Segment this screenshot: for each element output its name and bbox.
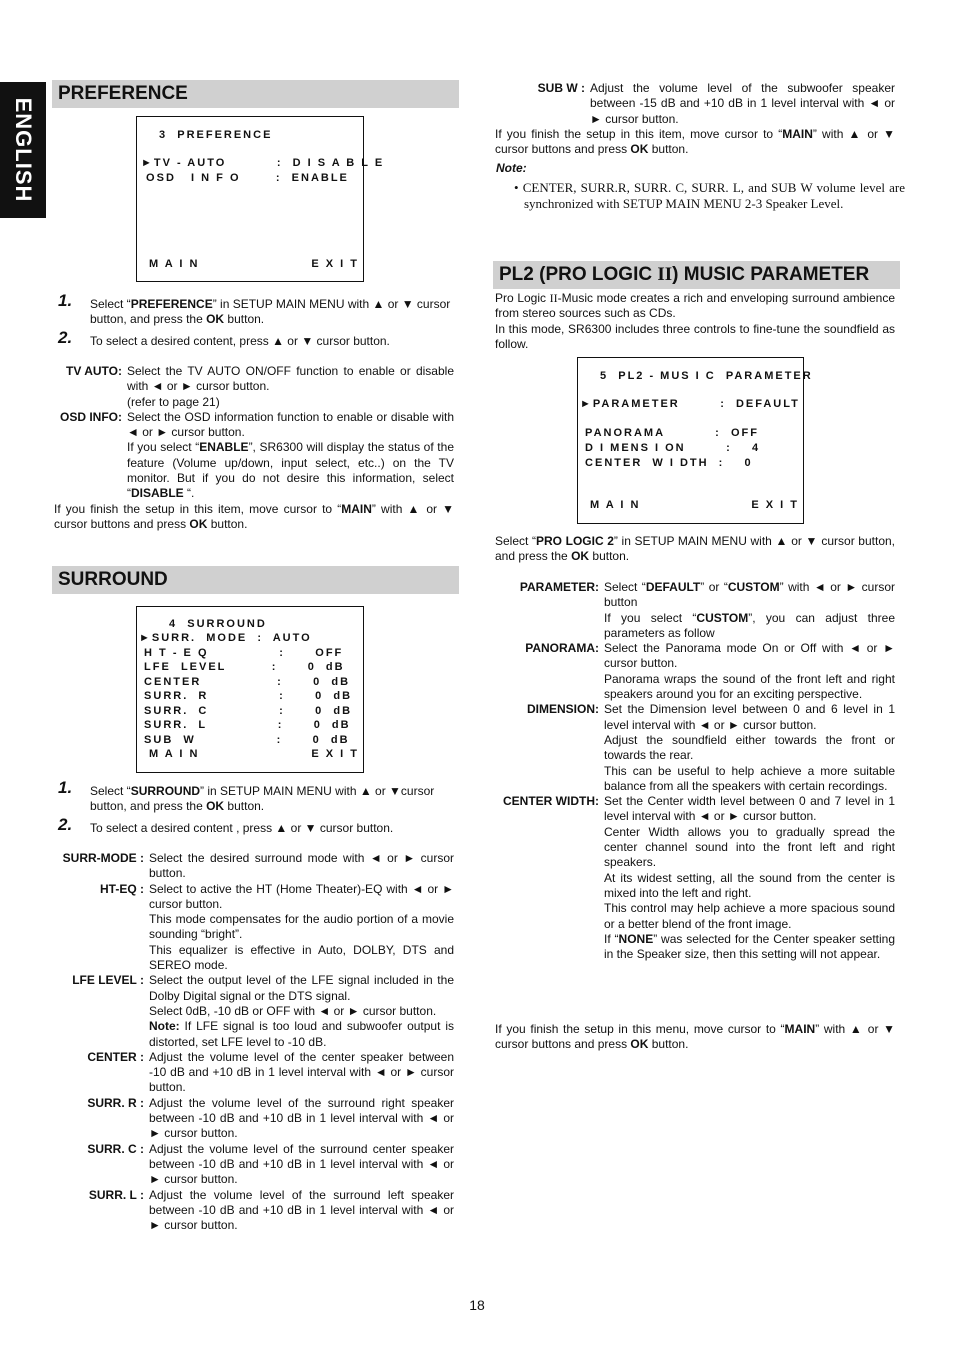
language-tab-label: ENGLISH — [11, 97, 36, 203]
definition: If you select “CUSTOM”, you can adjust three parameters as follow — [604, 610, 895, 640]
preference-definitions — [54, 364, 454, 532]
definition-row — [54, 1050, 454, 1096]
definition: Select the OSD information function to enable or disable with ◄ or ► cursor button. — [127, 409, 454, 440]
definition: Select to active the HT (Home Theater)-EQ with ◄ or ► cursor button. — [149, 881, 454, 911]
term — [54, 943, 149, 974]
definition: Adjust the volume level of the subwoofer speaker between -15 dB and +10 dB in 1 level interval with ◄ or ► cursor button. — [590, 81, 895, 126]
definition-row — [54, 1004, 454, 1019]
osd-line: CENTER W I DTH : 0 — [580, 457, 753, 469]
osd-main: M A I N — [149, 258, 200, 270]
osd-exit: E X I T — [311, 748, 359, 760]
definition: Set the Center width level between 0 and 7 level in 1 level interval with ◄ or ► cursor button. — [604, 794, 895, 824]
surround-definitions — [54, 851, 454, 1233]
term: SURR. R : — [87, 1095, 144, 1110]
intro-line: In this mode, SR6300 includes three controls to fine-tune the soundfield as follow. — [495, 321, 895, 351]
step-number: 2. — [58, 328, 73, 347]
osd-line: ►TV - AUTO : D I S A B L E — [141, 157, 385, 169]
step-number: 1. — [58, 778, 73, 797]
osd-title: 4 SURROUND — [169, 618, 267, 630]
term: TV AUTO: — [66, 364, 122, 378]
osd-line: SURR. R : 0 dB — [139, 690, 353, 702]
osd-line: ►PARAMETER : DEFAULT — [580, 398, 800, 410]
definition-row — [54, 1096, 454, 1142]
preference-heading: PREFERENCE — [52, 80, 459, 108]
surround-finish: If you finish the setup in this item, move cursor to “MAIN” with ▲ or ▼ cursor buttons and press OK button. — [495, 126, 895, 157]
osd-line: H T - E Q : OFF — [139, 646, 344, 659]
osd-line: SURR. L : 0 dB — [139, 719, 351, 731]
osd-line: PANORAMA : OFF — [580, 427, 759, 439]
language-tab — [0, 82, 46, 218]
osd-title: 3 PREFERENCE — [159, 129, 273, 141]
term: PARAMETER: — [519, 580, 599, 594]
surround-note: • CENTER, SURR.R, SURR. C, SURR. L, and SUB W volume level are synchronized with SETUP MAIN MENU 2-3 Speaker Level. — [514, 180, 905, 211]
definition: Panorama wraps the sound of the front left and right speakers around you for an exciting perspective. — [604, 671, 895, 702]
pl2-heading: PL2 (PRO LOGIC II) MUSIC PARAMETER — [493, 261, 900, 289]
definition: This control may help achieve a more spacious sound or a better blend of the front image. — [604, 901, 895, 931]
pl2-section — [493, 261, 900, 289]
osd-line: OSD I N F O : ENABLE — [141, 172, 349, 184]
osd-main: M A I N — [149, 748, 200, 760]
preference-step-2: 2. To select a desired content, press ▲ or ▼ cursor button. — [58, 328, 390, 348]
osd-line: SURR. C : 0 dB — [139, 704, 353, 717]
pl2-definitions — [495, 580, 895, 962]
surround-osd-screen — [136, 606, 364, 773]
definition: Adjust the volume level of the center speaker between -10 dB and +10 dB in 1 level interval with ◄ or ► cursor button. — [149, 1049, 454, 1095]
osd-line: LFE LEVEL : 0 dB — [139, 661, 345, 673]
definition: Center Width allows you to gradually spread the center channel sound into the front left and right speakers. — [604, 824, 895, 870]
definition-row — [54, 1188, 454, 1234]
definition: Select the TV AUTO ON/OFF function to enable or disable with ◄ or ► cursor button. — [127, 364, 454, 394]
pl2-select: Select “PRO LOGIC 2” in SETUP MAIN MENU with ▲ or ▼ cursor button, and press the OK button. — [495, 534, 896, 564]
definition: Set the Dimension level between 0 and 6 level in 1 level interval with ◄ or ► cursor button. — [604, 702, 895, 732]
term — [54, 1004, 149, 1019]
definition: Select the desired surround mode with ◄ or ► cursor button. — [149, 851, 454, 881]
term: CENTER : — [87, 1049, 144, 1064]
definition: Adjust the volume level of the surround right speaker between -10 dB and +10 dB in 1 level interval with ◄ or ► cursor button. — [149, 1095, 454, 1141]
step-number: 2. — [58, 815, 73, 834]
definition: If you select “ENABLE”, SR6300 will display the status of the feature (Volume up/down, input select, etc..) on the TV monitor. But if you do not desire this information, select “DISABLE “. — [127, 440, 454, 501]
definition: Select the output level of the LFE signal included in the Dolby Digital signal or the DTS signal. — [149, 973, 454, 1003]
definition-row — [54, 1142, 454, 1188]
osd-exit: E X I T — [751, 499, 799, 511]
term: HT-EQ : — [100, 881, 144, 896]
definition: Adjust the soundfield either towards the front or towards the rear. — [604, 732, 895, 763]
pl2-finish: If you finish the setup in this menu, move cursor to “MAIN” with ▲ or ▼ cursor buttons and press OK button. — [495, 1022, 895, 1052]
intro-line: Pro Logic II-Music mode creates a rich and enveloping surround ambience from stereo sources such as CDs. — [495, 291, 895, 321]
osd-title: 5 PL2 - MUS I C PARAMETER — [600, 370, 813, 382]
surround-section — [52, 566, 459, 594]
osd-main: M A I N — [590, 499, 641, 511]
definition: Select “DEFAULT” or “CUSTOM” with ◄ or ► cursor button — [604, 580, 895, 610]
definition: At its widest setting, all the sound from the center is mixed into the left and right. — [604, 870, 895, 900]
definition: Select 0dB, -10 dB or OFF with ◄ or ► cursor button. — [149, 1003, 437, 1018]
preference-section — [52, 80, 459, 108]
subw-definition — [495, 81, 895, 157]
definition: This can be useful to help achieve a more suitable balance from all the speakers with certain recordings. — [604, 763, 895, 793]
definition: Adjust the volume level of the surround center speaker between -10 dB and +10 dB in 1 level interval with ◄ or ► cursor button. — [149, 1141, 454, 1187]
definition: Select the Panorama mode On or Off with ◄ or ► cursor button. — [604, 641, 895, 671]
term — [54, 912, 149, 943]
definition-row — [54, 973, 454, 1004]
definition-row — [54, 943, 454, 974]
definition: Adjust the volume level of the surround left speaker between -10 dB and +10 dB in 1 level interval with ◄ or ► cursor button. — [149, 1187, 454, 1233]
pl2-intro — [495, 291, 895, 352]
term: SUB W : — [537, 81, 585, 95]
surround-step-2: 2. To select a desired content , press ▲ or ▼ cursor button. — [58, 815, 394, 835]
definition: If “NONE” was selected for the Center speaker setting in the Speaker size, then this setting will not appear. — [604, 931, 895, 962]
surround-step-1: 1. Select “SURROUND” in SETUP MAIN MENU with ▲ or ▼cursor button, and press the OK button. — [58, 778, 435, 813]
page-number: 18 — [469, 1297, 485, 1313]
osd-line: ►SURR. MODE : AUTO — [139, 632, 312, 644]
preference-step-1: 1. Select “PREFERENCE” in SETUP MAIN MENU with ▲ or ▼ cursor button, and press the OK button. — [58, 291, 451, 326]
osd-line: CENTER : 0 dB — [139, 675, 351, 688]
definition-row — [54, 851, 454, 882]
term: SURR. L : — [88, 1187, 144, 1202]
definition: Note: If LFE signal is too loud and subwoofer output is distorted, set LFE level to -10 dB. — [149, 1019, 454, 1049]
definition: (refer to page 21) — [127, 394, 220, 409]
surround-heading: SURROUND — [52, 566, 459, 594]
osd-line: SUB W : 0 dB — [139, 733, 350, 746]
definition: This mode compensates for the audio portion of a movie sounding “bright”. — [149, 912, 454, 942]
osd-line: D I MENS I ON : 4 — [580, 442, 761, 454]
step-number: 1. — [58, 291, 73, 310]
surround-note-label: Note: — [496, 161, 527, 175]
definition-row — [54, 912, 454, 943]
pl2-osd-screen — [577, 357, 813, 524]
term: SURR. C : — [87, 1141, 144, 1156]
term: PANORAMA: — [525, 641, 599, 656]
osd-exit: E X I T — [311, 258, 359, 270]
definition: This equalizer is effective in Auto, DOLBY, DTS and SEREO mode. — [149, 942, 454, 973]
term: LFE LEVEL : — [72, 973, 144, 988]
term: DIMENSION: — [527, 702, 599, 717]
term: CENTER WIDTH: — [503, 794, 599, 809]
definition-row — [54, 882, 454, 913]
term: OSD INFO: — [60, 409, 122, 424]
preference-osd-screen — [136, 116, 385, 282]
term: SURR-MODE : — [62, 851, 144, 865]
preference-finish: If you finish the setup in this item, move cursor to “MAIN” with ▲ or ▼ cursor buttons and press OK button. — [54, 501, 454, 531]
